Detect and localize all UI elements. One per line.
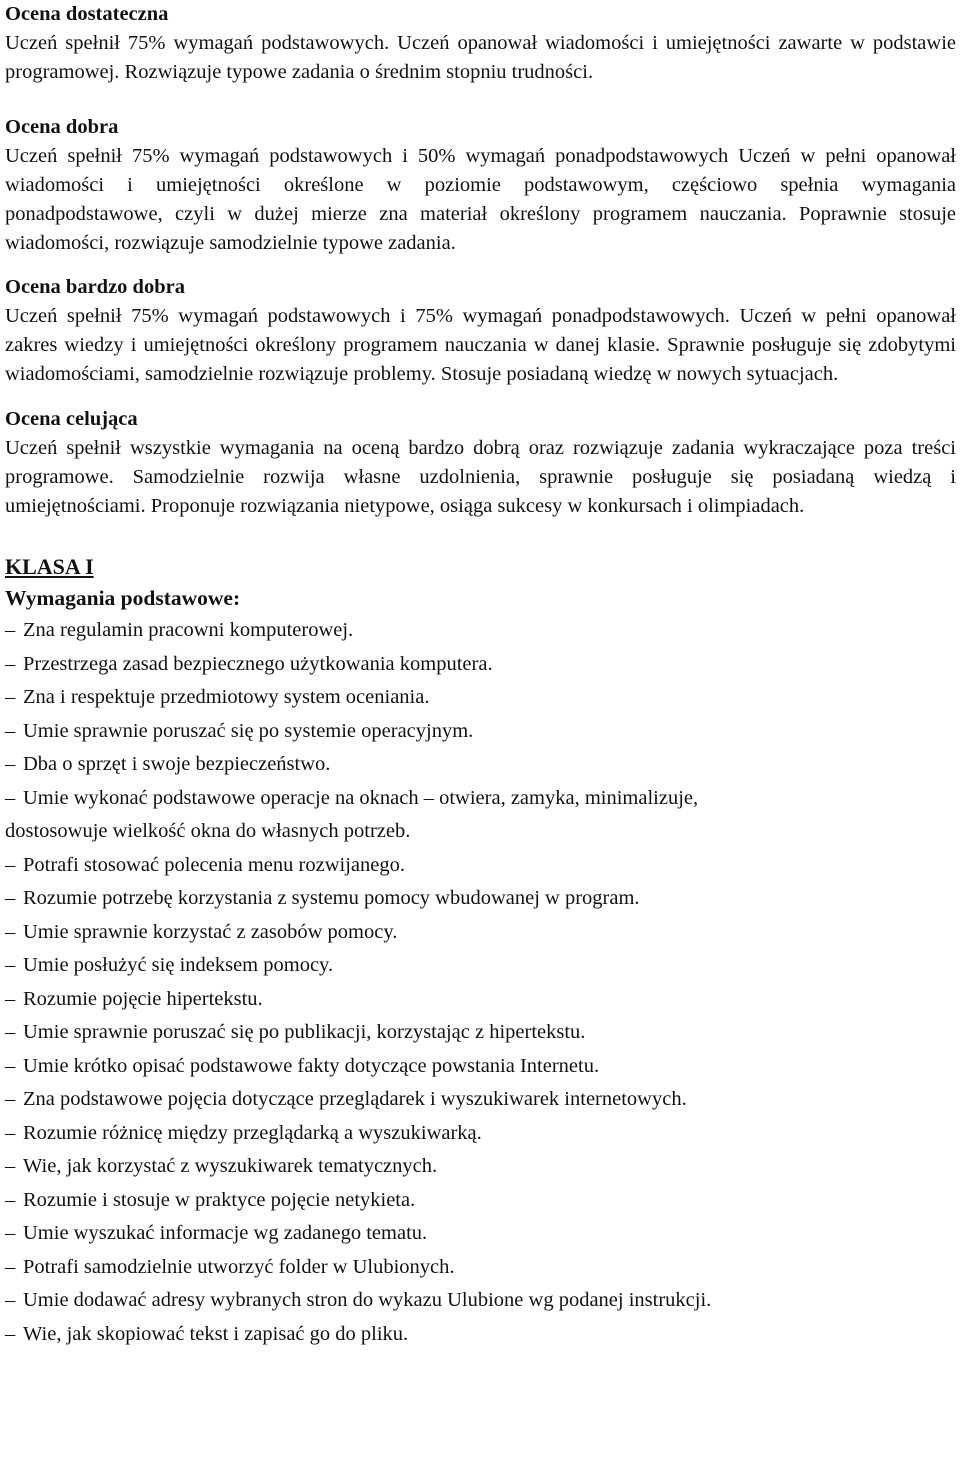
grade-heading: Ocena bardzo dobra [5, 276, 185, 298]
grade-description: Uczeń spełnił 75% wymagań podstawowych i 75% wymagań ponadpodstawowych. Uczeń w pełni opanował zakres wiedzy i umiejętności określony programem nauczania w danej klasie. Sprawnie posługuje się zdobytymi wiadomościami, samodzielnie rozwiązuje problemy. Stosuje posiadaną wiedzę w nowych sytuacjach. [5, 305, 956, 385]
requirement-item [5, 983, 956, 1017]
requirement-text: Umie krótko opisać podstawowe fakty dotyczące powstania Internetu. [23, 1054, 600, 1077]
dash-bullet: – [5, 1322, 16, 1345]
requirement-text: Rozumie potrzebę korzystania z systemu pomocy wbudowanej w program. [23, 887, 640, 909]
requirement-text: Potrafi samodzielnie utworzyć folder w Ulubionych. [23, 1255, 455, 1278]
dash-bullet: – [5, 920, 16, 943]
requirement-item [5, 1050, 956, 1084]
dash-bullet: – [5, 1289, 16, 1311]
requirement-item [5, 1318, 956, 1352]
requirement-text: Wie, jak skopiować tekst i zapisać go do pliku. [23, 1322, 409, 1345]
requirement-text: Zna regulamin pracowni komputerowej. [23, 619, 354, 641]
requirement-item [5, 882, 956, 916]
dash-bullet: – [5, 1021, 16, 1043]
grade-section-celujaca [5, 405, 956, 521]
grade-heading: Ocena celująca [5, 408, 138, 430]
requirement-item [5, 715, 956, 749]
requirement-text: Potrafi stosować polecenia menu rozwijanego. [23, 853, 405, 876]
requirement-text: Umie sprawnie poruszać się po systemie operacyjnym. [23, 719, 474, 742]
dash-bullet: – [5, 686, 16, 708]
requirement-item [5, 815, 956, 849]
requirement-text: Umie posłużyć się indeksem pomocy. [23, 954, 334, 976]
requirement-text: Umie wyszukać informacje wg zadanego tematu. [23, 1222, 428, 1244]
requirement-text: Wie, jak korzystać z wyszukiwarek tematycznych. [23, 1155, 438, 1177]
requirements-heading: Wymagania podstawowe: [5, 586, 241, 610]
requirement-text: Zna i respektuje przedmiotowy system oceniania. [23, 686, 430, 708]
dash-bullet: – [5, 954, 16, 976]
requirement-item [5, 614, 956, 648]
grade-description: Uczeń spełnił wszystkie wymagania na oceną bardzo dobrą oraz rozwiązuje zadania wykraczające poza treści programowe. Samodzielnie rozwija własne uzdolnienia, sprawnie posługuje się posiadaną wiedzą i umiejętnościami. Proponuje rozwiązania nietypowe, osiąga sukcesy w konkursach i olimpiadach. [5, 437, 956, 517]
requirement-item [5, 1150, 956, 1184]
requirement-item [5, 849, 956, 883]
dash-bullet: – [5, 619, 16, 641]
dash-bullet: – [5, 1255, 16, 1278]
requirement-item [5, 1284, 956, 1318]
requirement-text: Rozumie pojęcie hipertekstu. [23, 987, 263, 1010]
requirement-text: Rozumie różnicę między przeglądarką a wyszukiwarką. [23, 1121, 482, 1144]
dash-bullet: – [5, 1188, 16, 1211]
dash-bullet: – [5, 652, 16, 675]
requirement-item [5, 748, 956, 782]
grade-section-dobra [5, 113, 956, 258]
dash-bullet: – [5, 1222, 16, 1244]
requirement-item [5, 1083, 956, 1117]
requirement-text: Umie dodawać adresy wybranych stron do wykazu Ulubione wg podanej instrukcji. [23, 1289, 712, 1311]
grade-description: Uczeń spełnił 75% wymagań podstawowych. Uczeń opanował wiadomości i umiejętności zawarte w podstawie programowej. Rozwiązuje typowe zadania o średnim stopniu trudności. [5, 32, 956, 83]
class-title: KLASA I [5, 554, 94, 579]
requirement-text: Rozumie i stosuje w praktyce pojęcie netykieta. [23, 1188, 416, 1211]
grade-section-dostateczna [5, 0, 956, 87]
requirement-text: dostosowuje wielkość okna do własnych potrzeb. [5, 820, 411, 842]
requirement-item [5, 681, 956, 715]
requirement-item [5, 1184, 956, 1218]
requirement-text: Zna podstawowe pojęcia dotyczące przeglądarek i wyszukiwarek internetowych. [23, 1088, 687, 1110]
requirement-text: Przestrzega zasad bezpiecznego użytkowania komputera. [23, 652, 493, 675]
dash-bullet: – [5, 1054, 16, 1077]
requirement-text: Umie wykonać podstawowe operacje na oknach – otwiera, zamyka, minimalizuje, [23, 786, 699, 809]
requirement-item [5, 1217, 956, 1251]
requirement-item [5, 916, 956, 950]
dash-bullet: – [5, 786, 16, 809]
dash-bullet: – [5, 1121, 16, 1144]
dash-bullet: – [5, 753, 16, 775]
dash-bullet: – [5, 887, 16, 909]
grade-heading: Ocena dostateczna [5, 3, 169, 25]
grade-heading: Ocena dobra [5, 116, 119, 138]
dash-bullet: – [5, 987, 16, 1010]
requirement-item [5, 949, 956, 983]
dash-bullet: – [5, 719, 16, 742]
dash-bullet: – [5, 1155, 16, 1177]
requirement-item [5, 1016, 956, 1050]
requirement-item [5, 1251, 956, 1285]
dash-bullet: – [5, 853, 16, 876]
grade-section-bardzo-dobra [5, 273, 956, 389]
requirement-item [5, 782, 956, 816]
requirement-item [5, 1117, 956, 1151]
requirement-text: Umie sprawnie korzystać z zasobów pomocy. [23, 920, 398, 943]
grade-description: Uczeń spełnił 75% wymagań podstawowych i 50% wymagań ponadpodstawowych Uczeń w pełni opanował wiadomości i umiejętności określone w poziomie podstawowym, częściowo spełnia wymagania ponadpodstawowe, czyli w dużej mierze zna materiał określony programem nauczania. Poprawnie stosuje wiadomości, rozwiązuje samodzielnie typowe zadania. [5, 145, 956, 254]
dash-bullet: – [5, 1088, 16, 1110]
requirement-text: Umie sprawnie poruszać się po publikacji, korzystając z hipertekstu. [23, 1021, 586, 1043]
requirements-list [5, 614, 956, 1351]
requirement-item [5, 648, 956, 682]
requirement-text: Dba o sprzęt i swoje bezpieczeństwo. [23, 753, 331, 775]
